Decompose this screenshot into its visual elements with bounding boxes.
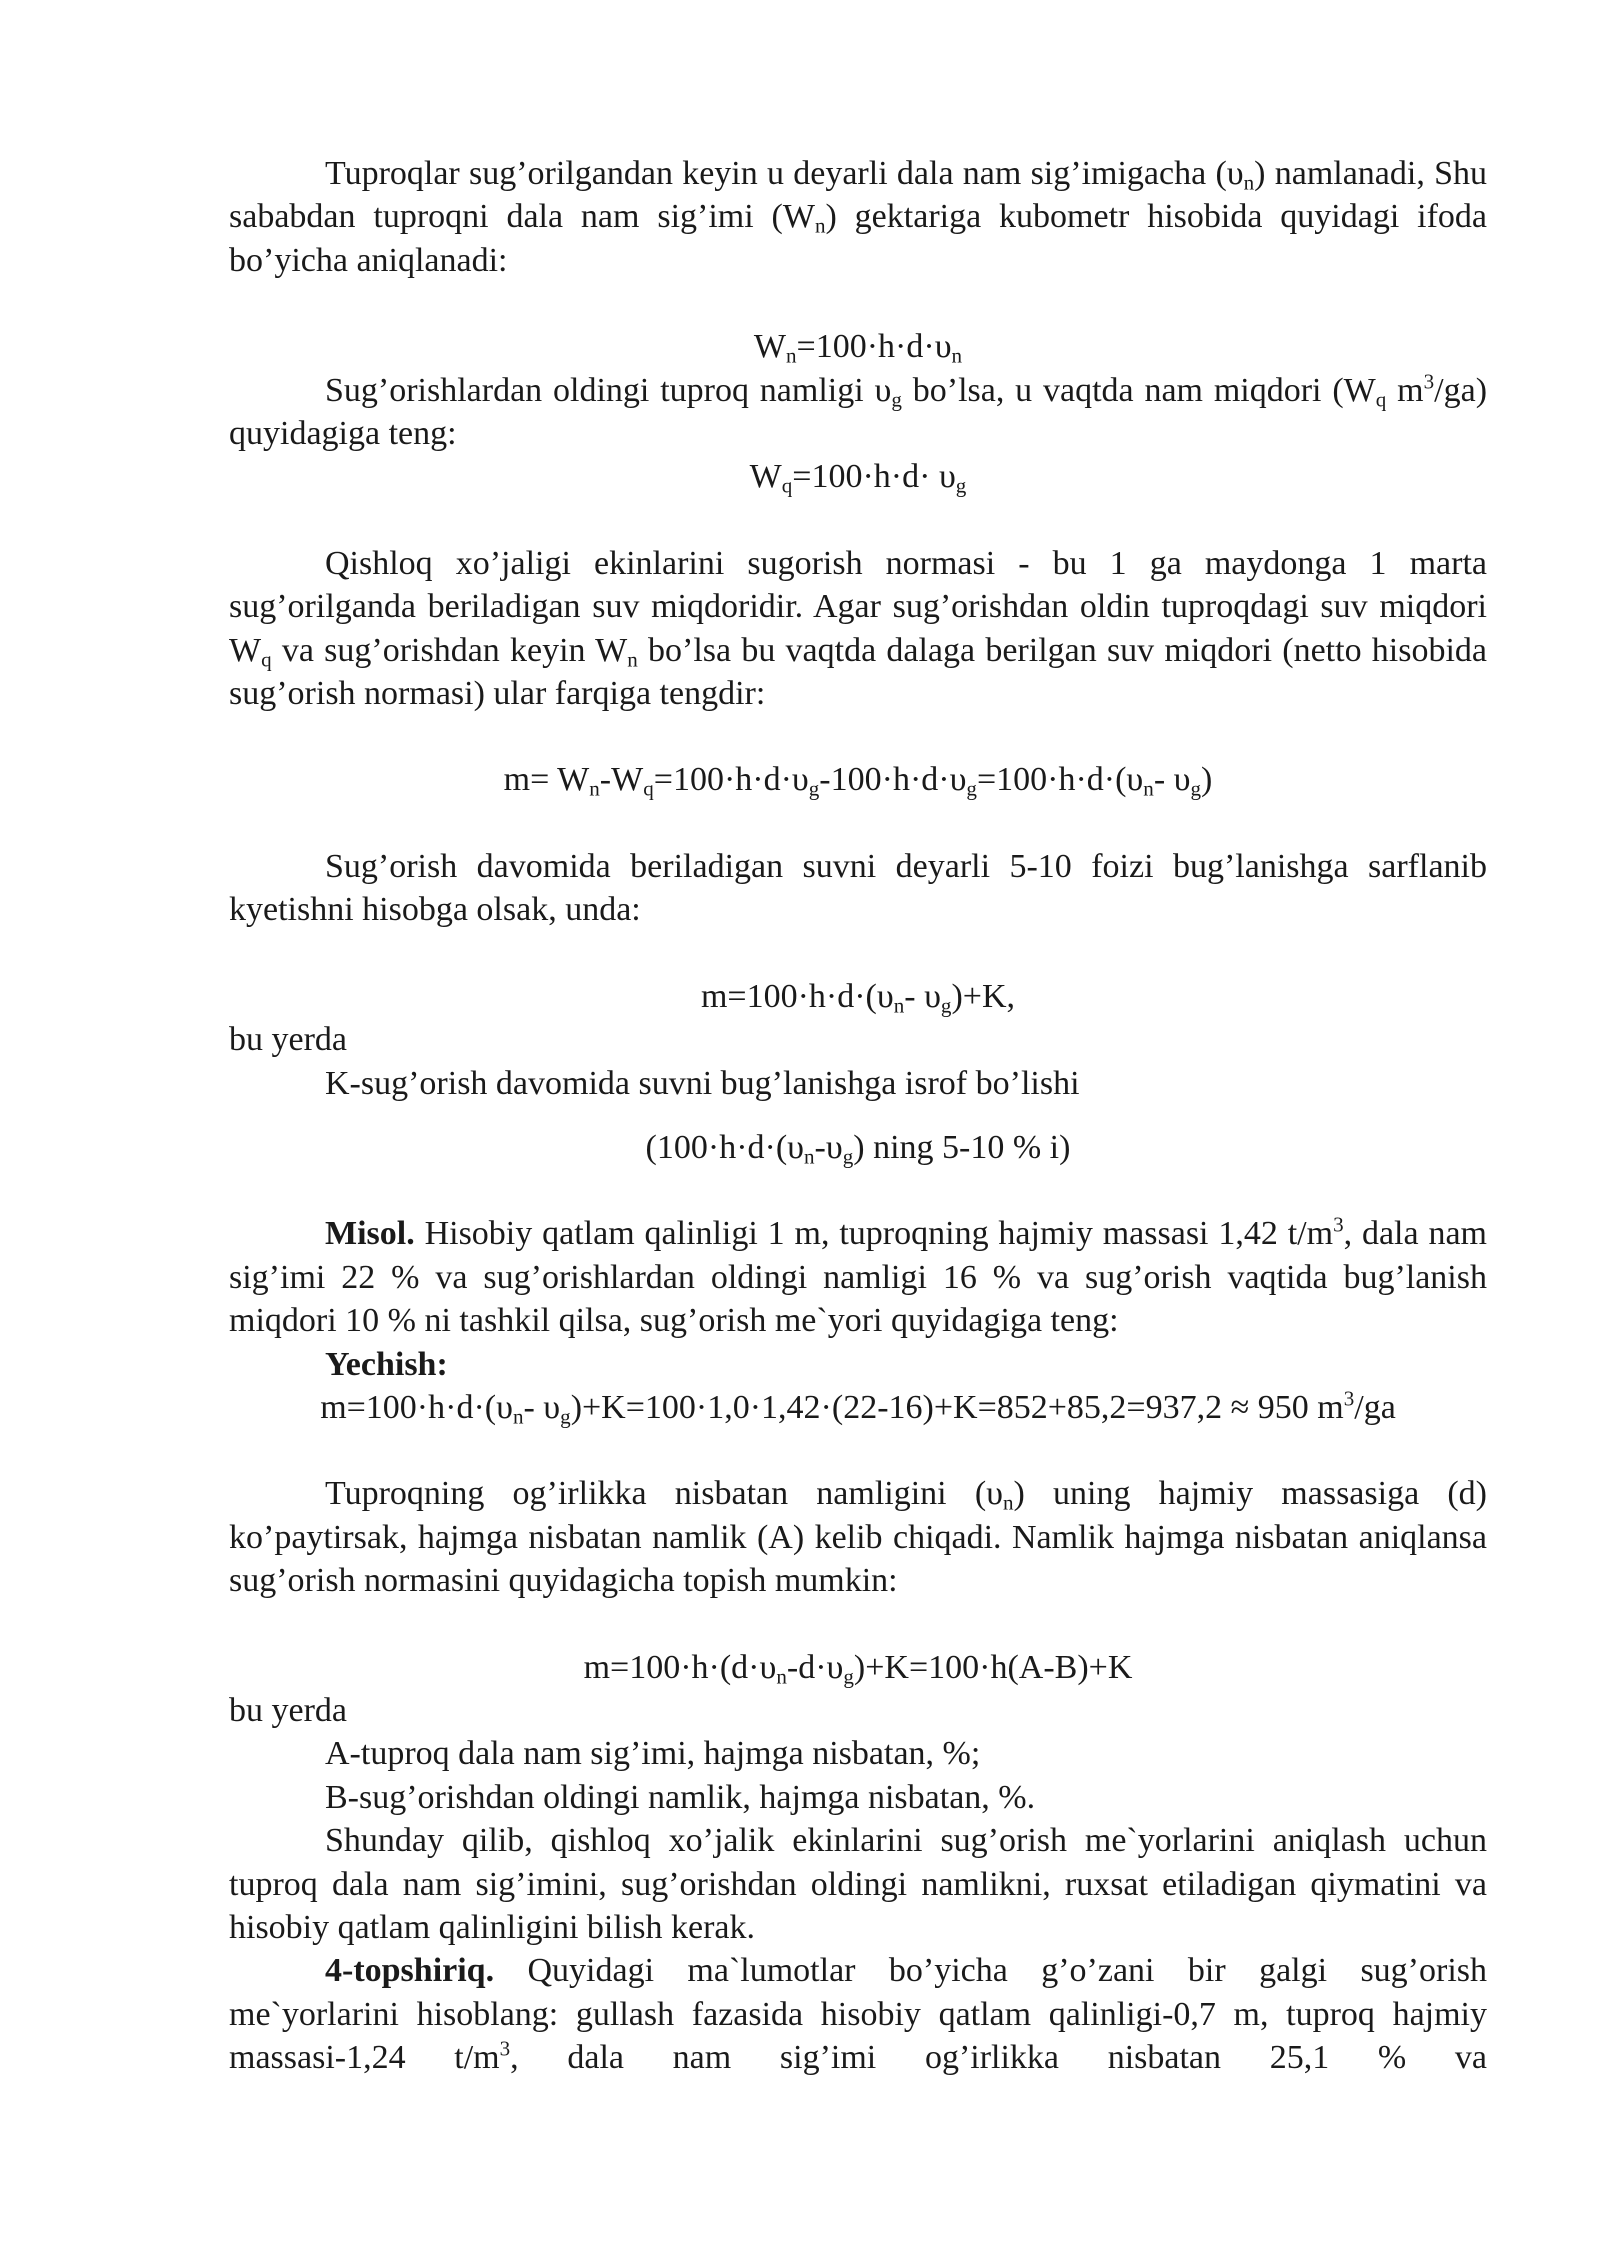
- formula-wq: [229, 455, 1487, 498]
- text: Quyidagi ma`lumotlar bo’yicha g’o’zani bir galgi sug’orish me`yorlarini hisoblang: gullash fazasida hisobiy qatlam qalinligi-0,7 m, tuproq hajmiy massasi-1,24 t/m: [229, 1952, 1487, 2077]
- text: bo’lsa, u vaqtda nam miqdori (W: [901, 371, 1376, 409]
- subscript: g: [842, 1144, 854, 1169]
- where-label: bu yerda: [229, 1691, 348, 1729]
- subscript: g: [966, 776, 977, 801]
- paragraph-evaporation: Sug’orish davomida beriladigan suvni deyarli 5-10 foizi bug’lanishga sarflanib kyetishni hisobga olsak, unda:: [229, 847, 1487, 929]
- subscript: g: [808, 776, 820, 801]
- where-label: bu yerda: [229, 1021, 348, 1059]
- text: ) gektariga kubometr hisobida quyidagi ifoda bo’yicha aniqlanadi:: [229, 198, 1487, 279]
- subscript: g: [843, 1663, 854, 1688]
- formula-wn: [229, 325, 1487, 368]
- subscript: n: [589, 776, 600, 801]
- subscript: g: [940, 992, 952, 1017]
- superscript: 3: [499, 2036, 511, 2061]
- spacer: [229, 715, 1487, 758]
- text: m: [1386, 371, 1424, 409]
- spacer: [229, 1105, 1487, 1126]
- subscript: g: [955, 473, 967, 498]
- document-body: [229, 152, 1487, 2080]
- text: )+K,: [951, 977, 1016, 1015]
- text: (100·h·d·(υ: [645, 1128, 804, 1166]
- subscript: n: [951, 343, 963, 368]
- formula-m-difference: [229, 758, 1487, 801]
- paragraph-preirrigation-moisture: [229, 369, 1487, 456]
- text: =100·h·d·υ: [653, 761, 809, 799]
- text: Qishloq xo’jaligi ekinlarini sugorish normasi - bu 1 ga maydonga 1 marta sug’orilganda beriladigan suv miqdoridir. Agar sug’orishdan oldin tuproqdagi suv miqdori W: [229, 544, 1487, 669]
- text: W: [749, 458, 782, 496]
- subscript: g: [1190, 776, 1202, 801]
- text: , dala nam sig’imi og’irlikka nisbatan 25,1 % va: [510, 2039, 1487, 2077]
- spacer: [229, 1429, 1487, 1472]
- text: ): [1201, 761, 1213, 799]
- spacer: [229, 1603, 1487, 1646]
- subscript: n: [804, 1144, 815, 1169]
- a-definition: A-tuproq dala nam sig’imi, hajmga nisbatan, %;: [325, 1735, 981, 1773]
- spacer: [229, 802, 1487, 845]
- text: -υ: [814, 1128, 843, 1166]
- text: =100·h·d·υ: [796, 328, 952, 366]
- solution-label: Yechish:: [325, 1345, 448, 1383]
- solution-heading: [229, 1343, 1487, 1386]
- text: m=100·h·(d·υ: [583, 1648, 777, 1686]
- task-label: 4-topshiriq.: [325, 1952, 495, 1990]
- text: )+K=100·h(A-B)+K: [853, 1648, 1133, 1686]
- paragraph-task-4: [229, 1949, 1487, 2079]
- text: )+K=100·1,0·1,42·(22-16)+K=852+85,2=937,2 ≈ 950 m: [570, 1388, 1344, 1426]
- example-label: Misol.: [325, 1215, 415, 1253]
- subscript: q: [781, 473, 793, 498]
- paragraph-irrigation-norm: [229, 542, 1487, 716]
- text: m=100·h·d·(υ: [320, 1388, 513, 1426]
- formula-volumetric: [229, 1646, 1487, 1689]
- subscript: g: [891, 386, 902, 411]
- text: =100·h·d·(υ: [976, 761, 1144, 799]
- text: , dala nam sig’imi 22 % va sug’orishlardan oldingi namligi 16 % va sug’orish vaqtida bug’lanish miqdori 10 % ni tashkil qilsa, sug’orish me`yori quyidagiga teng:: [229, 1215, 1487, 1340]
- subscript: q: [643, 776, 654, 801]
- paragraph-conclusion: Shunday qilib, qishloq xo’jalik ekinlarini sug’orish me`yorlarini aniqlash uchun tuproq dala nam sig’imini, sug’orishdan oldingi namlikni, ruxsat etiladigan qiymatini va hisobiy qatlam qalinligini bilish kerak.: [229, 1822, 1487, 1946]
- text: /ga: [1354, 1388, 1396, 1426]
- text: ) ning 5-10 % i): [853, 1128, 1071, 1166]
- superscript: 3: [1423, 368, 1435, 393]
- formula-k-share: [229, 1126, 1487, 1169]
- text: - υ: [1153, 761, 1191, 799]
- k-definition: K-sug’orish davomida suvni bug’lanishga isrof bo’lishi: [325, 1064, 1080, 1102]
- paragraph-example: [229, 1212, 1487, 1342]
- subscript: n: [512, 1404, 524, 1429]
- superscript: 3: [1343, 1386, 1355, 1411]
- text: ) uning hajmiy massasiga (d) ko’paytirsak, hajmga nisbatan namlik (A) kelib chiqadi. Namlik hajmga nisbatan aniqlansa sug’orish normasini quyidagicha topish mumkin:: [229, 1475, 1488, 1600]
- subscript: q: [1375, 386, 1387, 411]
- subscript: n: [814, 213, 826, 238]
- spacer: [229, 932, 1487, 975]
- superscript: 3: [1333, 1212, 1344, 1237]
- subscript: q: [261, 646, 272, 671]
- spacer: [229, 282, 1487, 325]
- subscript: n: [893, 992, 905, 1017]
- text: =100·h·d· υ: [792, 458, 956, 496]
- spacer: [229, 499, 1487, 542]
- text: m=100·h·d·(υ: [700, 977, 894, 1015]
- subscript: n: [1243, 170, 1255, 195]
- subscript: n: [627, 646, 638, 671]
- text: va sug’orishdan keyin W: [271, 631, 628, 669]
- subscript: n: [1002, 1490, 1014, 1515]
- formula-solution: [229, 1386, 1487, 1429]
- text: W: [753, 328, 786, 366]
- text: m= W: [503, 761, 590, 799]
- subscript: n: [776, 1663, 787, 1688]
- text: Tuproqlar sug’orilgandan keyin u deyarli dala nam sig’imigacha (υ: [325, 155, 1244, 192]
- paragraph-volumetric-moisture: [229, 1472, 1487, 1602]
- paragraph-field-capacity: [229, 152, 1487, 282]
- text: - υ: [904, 977, 941, 1015]
- b-definition: B-sug’orishdan oldingi namlik, hajmga nisbatan, %.: [325, 1778, 1036, 1816]
- text: bo’lsa bu vaqtda dalaga berilgan suv miqdori (netto hisobida sug’orish normasi) ular farqiga tengdir:: [229, 631, 1488, 713]
- text: Tuproqning og’irlikka nisbatan namligini (υ: [325, 1475, 1003, 1513]
- formula-m-with-k: [229, 975, 1487, 1018]
- text: ) namlanadi, Shu sababdan tuproqni dala nam sig’imi (W: [229, 155, 1488, 236]
- text: Sug’orishlardan oldingi tuproq namligi υ: [325, 371, 892, 409]
- text: -W: [599, 761, 644, 799]
- spacer: [229, 1169, 1487, 1212]
- text: Hisobiy qatlam qalinligi 1 m, tuproqning hajmiy massasi 1,42 t/m: [414, 1215, 1334, 1253]
- text: - υ: [523, 1388, 561, 1426]
- subscript: n: [786, 343, 797, 368]
- text: -100·h·d·υ: [819, 761, 967, 799]
- subscript: n: [1143, 776, 1154, 801]
- subscript: g: [560, 1404, 571, 1429]
- text: -d·υ: [786, 1648, 844, 1686]
- text: /ga) quyidagiga teng:: [229, 371, 1488, 453]
